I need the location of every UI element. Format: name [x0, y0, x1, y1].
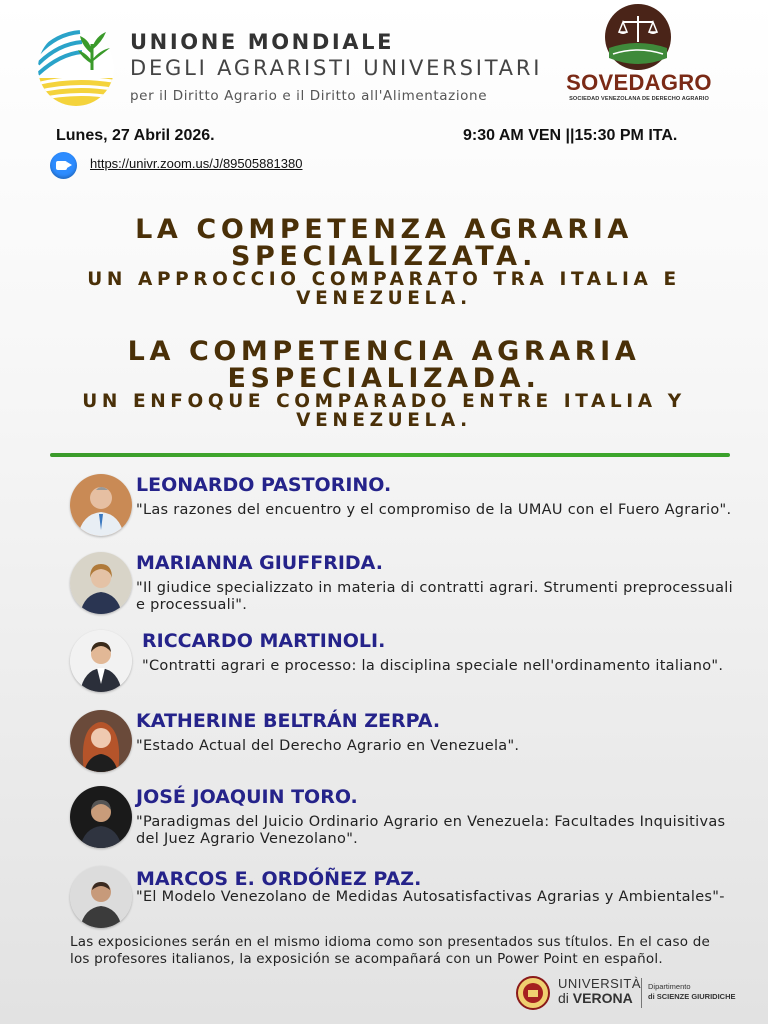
dept-line2: di SCIENZE GIURIDICHE	[648, 992, 736, 1001]
speaker-name: MARIANNA GIUFFRIDA.	[136, 552, 383, 574]
sovedagro-logo	[603, 2, 673, 72]
univr-line1: UNIVERSITÀ	[558, 976, 642, 991]
umau-line1: UNIONE MONDIALE	[130, 30, 395, 54]
univr-verona: VERONA	[572, 990, 633, 1006]
green-divider	[50, 453, 730, 457]
title-spanish-main: LA COMPETENCIA AGRARIA ESPECIALIZADA.	[127, 336, 641, 394]
speaker-topic: "Paradigmas del Juicio Ordinario Agrario en Venezuela: Facultades Inquisitivas del Juez Agrario Venezolano".	[136, 814, 726, 847]
univr-seal-icon	[516, 976, 550, 1010]
sovedagro-name: SOVEDAGRO	[566, 70, 712, 95]
speaker-topic: "Contratti agrari e processo: la disciplina speciale nell'ordinamento italiano".	[142, 658, 724, 674]
speaker-photo	[70, 710, 132, 772]
department-text	[648, 982, 736, 1002]
speaker-topic: "Estado Actual del Derecho Agrario en Venezuela".	[136, 738, 520, 754]
footer-separator	[641, 978, 642, 1008]
event-time: 9:30 AM VEN ||15:30 PM ITA.	[463, 127, 678, 144]
speaker-name: KATHERINE BELTRÁN ZERPA.	[136, 710, 441, 732]
umau-logo	[36, 24, 118, 108]
univr-di: di	[558, 990, 569, 1006]
univr-line2	[558, 991, 641, 1006]
event-date: Lunes, 27 Abril 2026.	[56, 127, 215, 144]
speaker-photo	[70, 474, 132, 536]
speaker-photo	[70, 552, 132, 614]
umau-line2: DEGLI AGRARISTI UNIVERSITARI	[130, 56, 543, 80]
dept-line1: Dipartimento	[648, 982, 691, 991]
title-italian-sub: UN APPROCCIO COMPARATO TRA ITALIA E VENEZUELA.	[87, 269, 681, 309]
speaker-photo	[70, 866, 132, 928]
title-spanish-sub: UN ENFOQUE COMPARADO ENTRE ITALIA Y VENEZUELA.	[82, 391, 686, 431]
speaker-name: RICCARDO MARTINOLI.	[142, 630, 386, 652]
zoom-icon[interactable]	[50, 152, 77, 179]
sovedagro-subtitle: SOCIEDAD VENEZOLANA DE DERECHO AGRARIO	[569, 96, 709, 102]
speaker-name: MARCOS E. ORDÓÑEZ PAZ.	[136, 868, 422, 890]
univr-logo-text	[558, 976, 641, 1006]
title-spanish	[40, 338, 728, 430]
speaker-photo	[70, 630, 132, 692]
speaker-name: LEONARDO PASTORINO.	[136, 474, 392, 496]
title-italian	[40, 216, 728, 308]
speaker-topic: "Las razones del encuentro y el compromiso de la UMAU con el Fuero Agrario".	[136, 502, 732, 518]
speaker-topic: "Il giudice specializzato in materia di contratti agrari. Strumenti preprocessuali e processuali".	[136, 580, 733, 613]
umau-line3: per il Diritto Agrario e il Diritto all'Alimentazione	[130, 88, 488, 104]
zoom-link[interactable]: https://univr.zoom.us/J/89505881380	[90, 156, 303, 171]
language-note: Las exposiciones serán en el mismo idioma como son presentados sus títulos. En el caso de los profesores italianos, la exposición se acompañará con un Power Point en español.	[70, 934, 710, 967]
speaker-photo	[70, 786, 132, 848]
speaker-topic: "El Modelo Venezolano de Medidas Autosatisfactivas Agrarias y Ambientales"-	[136, 889, 725, 905]
speaker-name: JOSÉ JOAQUIN TORO.	[136, 786, 358, 808]
umau-title	[130, 30, 542, 104]
title-italian-main: LA COMPETENZA AGRARIA SPECIALIZZATA.	[135, 214, 633, 272]
